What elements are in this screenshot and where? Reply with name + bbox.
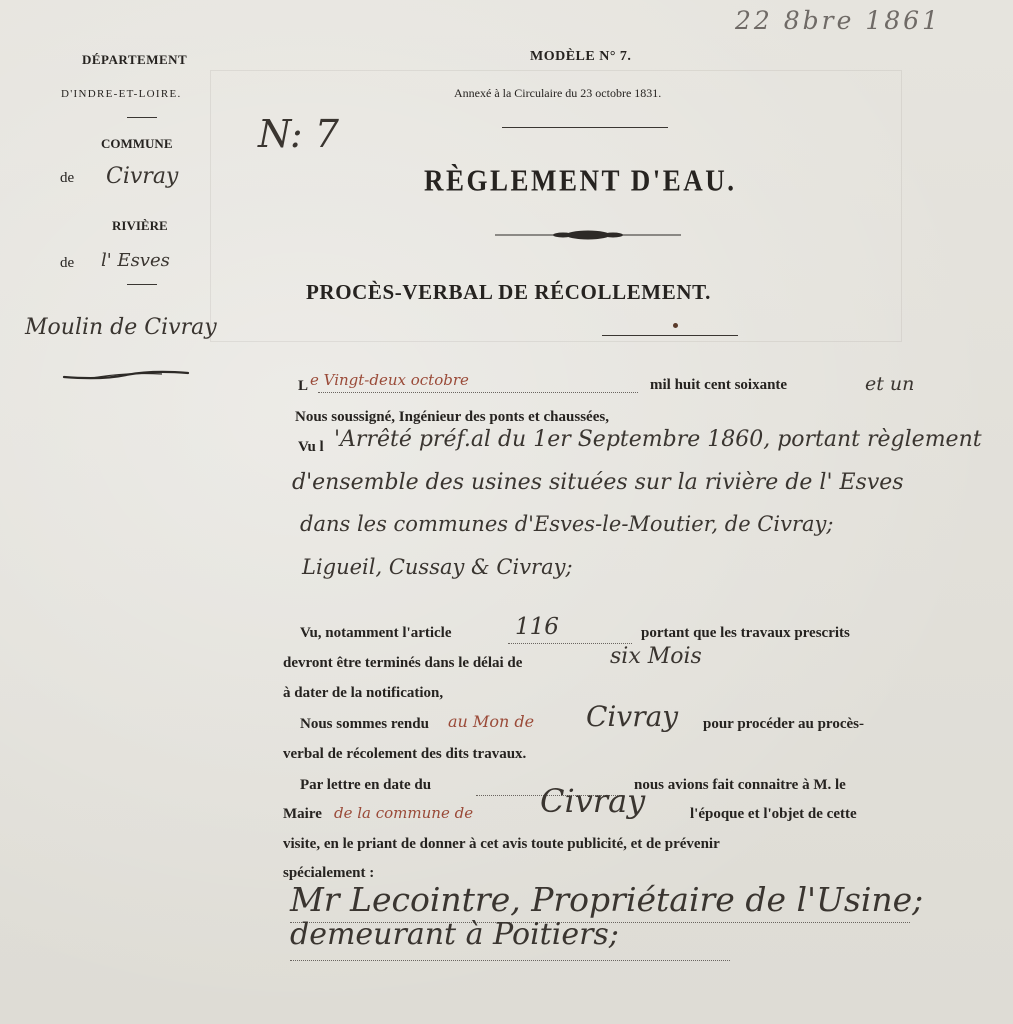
nous-sommes-rendu: Nous sommes rendu (300, 716, 429, 732)
riviere-prefix: de (60, 255, 75, 271)
center-ornament (493, 228, 683, 242)
vu-handwritten-2: d'ensemble des usines situées sur la rivière de l' Esves (292, 470, 904, 495)
ink-dot (673, 323, 678, 328)
header-rule (502, 127, 668, 128)
numero-handwritten: N: 7 (258, 112, 339, 156)
sub-title-rule (602, 335, 738, 336)
final-dotted-line-2 (290, 960, 730, 961)
mil-huit-cent: mil huit cent soixante (650, 377, 788, 393)
commune-value: Civray (106, 164, 179, 189)
sub-title: PROCÈS-VERBAL DE RÉCOLLEMENT. (306, 280, 711, 304)
article-portant: portant que les travaux prescrits (641, 625, 850, 641)
nous-soussigne: Nous soussigné, Ingénieur des ponts et chaussées, (295, 409, 609, 425)
demeurant-handwritten: demeurant à Poitiers; (290, 917, 619, 952)
vu-handwritten-4: Ligueil, Cussay & Civray; (302, 555, 573, 579)
moulin-name: Moulin de Civray (25, 315, 217, 340)
epoque-objet: l'époque et l'objet de cette (690, 806, 857, 822)
vu-handwritten-3: dans les communes d'Esves-le-Moutier, de Civray; (300, 512, 834, 536)
vu-handwritten-1: 'Arrêté préf.al du 1er Septembre 1860, portant règlement (334, 427, 982, 452)
departement-label: DÉPARTEMENT (82, 52, 188, 67)
vu-article-label: Vu, notamment l'article (300, 625, 452, 641)
mil-handwritten: et un (865, 373, 915, 395)
commune-label: COMMUNE (101, 136, 173, 151)
devront-etre: devront être terminés dans le délai de (283, 655, 523, 671)
l-handwritten-date: e Vingt-deux octobre (310, 371, 469, 389)
left-divider-2 (127, 284, 157, 285)
a-dater: à dater de la notification, (283, 685, 444, 701)
visite-priant: visite, en le priant de donner à cet avis toute publicité, et de prévenir (283, 836, 720, 852)
maire-label: Maire (283, 806, 322, 822)
l-prefix: L (298, 378, 309, 394)
left-flourish-ornament (62, 368, 190, 384)
article-number: 116 (515, 614, 559, 640)
departement-value: D'INDRE-ET-LOIRE. (61, 88, 182, 100)
maire-place-handwritten: Civray (540, 782, 646, 820)
riviere-value: l' Esves (101, 250, 170, 271)
maire-handwritten: de la commune de (334, 804, 474, 822)
l-dotted-line (318, 392, 638, 393)
rendu-place-handwritten: Civray (586, 700, 679, 733)
riviere-label: RIVIÈRE (112, 218, 168, 233)
nous-avions: nous avions fait connaitre à M. le (634, 777, 846, 793)
vu-prefix: Vu l (298, 439, 324, 455)
verbal-recolement: verbal de récolement des dits travaux. (283, 746, 527, 762)
delai-handwritten: six Mois (610, 644, 702, 669)
specialement: spécialement : (283, 865, 375, 881)
pour-proceder: pour procéder au procès- (703, 716, 864, 732)
proprietaire-handwritten: Mr Lecointre, Propriétaire de l'Usine; (290, 880, 924, 919)
left-divider-1 (127, 117, 157, 118)
modele-label: MODÈLE N° 7. (530, 49, 632, 64)
par-lettre: Par lettre en date du (300, 777, 432, 793)
au-handwritten: au Mon de (448, 712, 535, 731)
top-date: 22 8bre 1861 (735, 6, 941, 35)
commune-prefix: de (60, 170, 75, 186)
main-title: RÈGLEMENT D'EAU. (424, 163, 737, 198)
annexe-circulaire: Annexé à la Circulaire du 23 octobre 1831. (454, 86, 662, 100)
